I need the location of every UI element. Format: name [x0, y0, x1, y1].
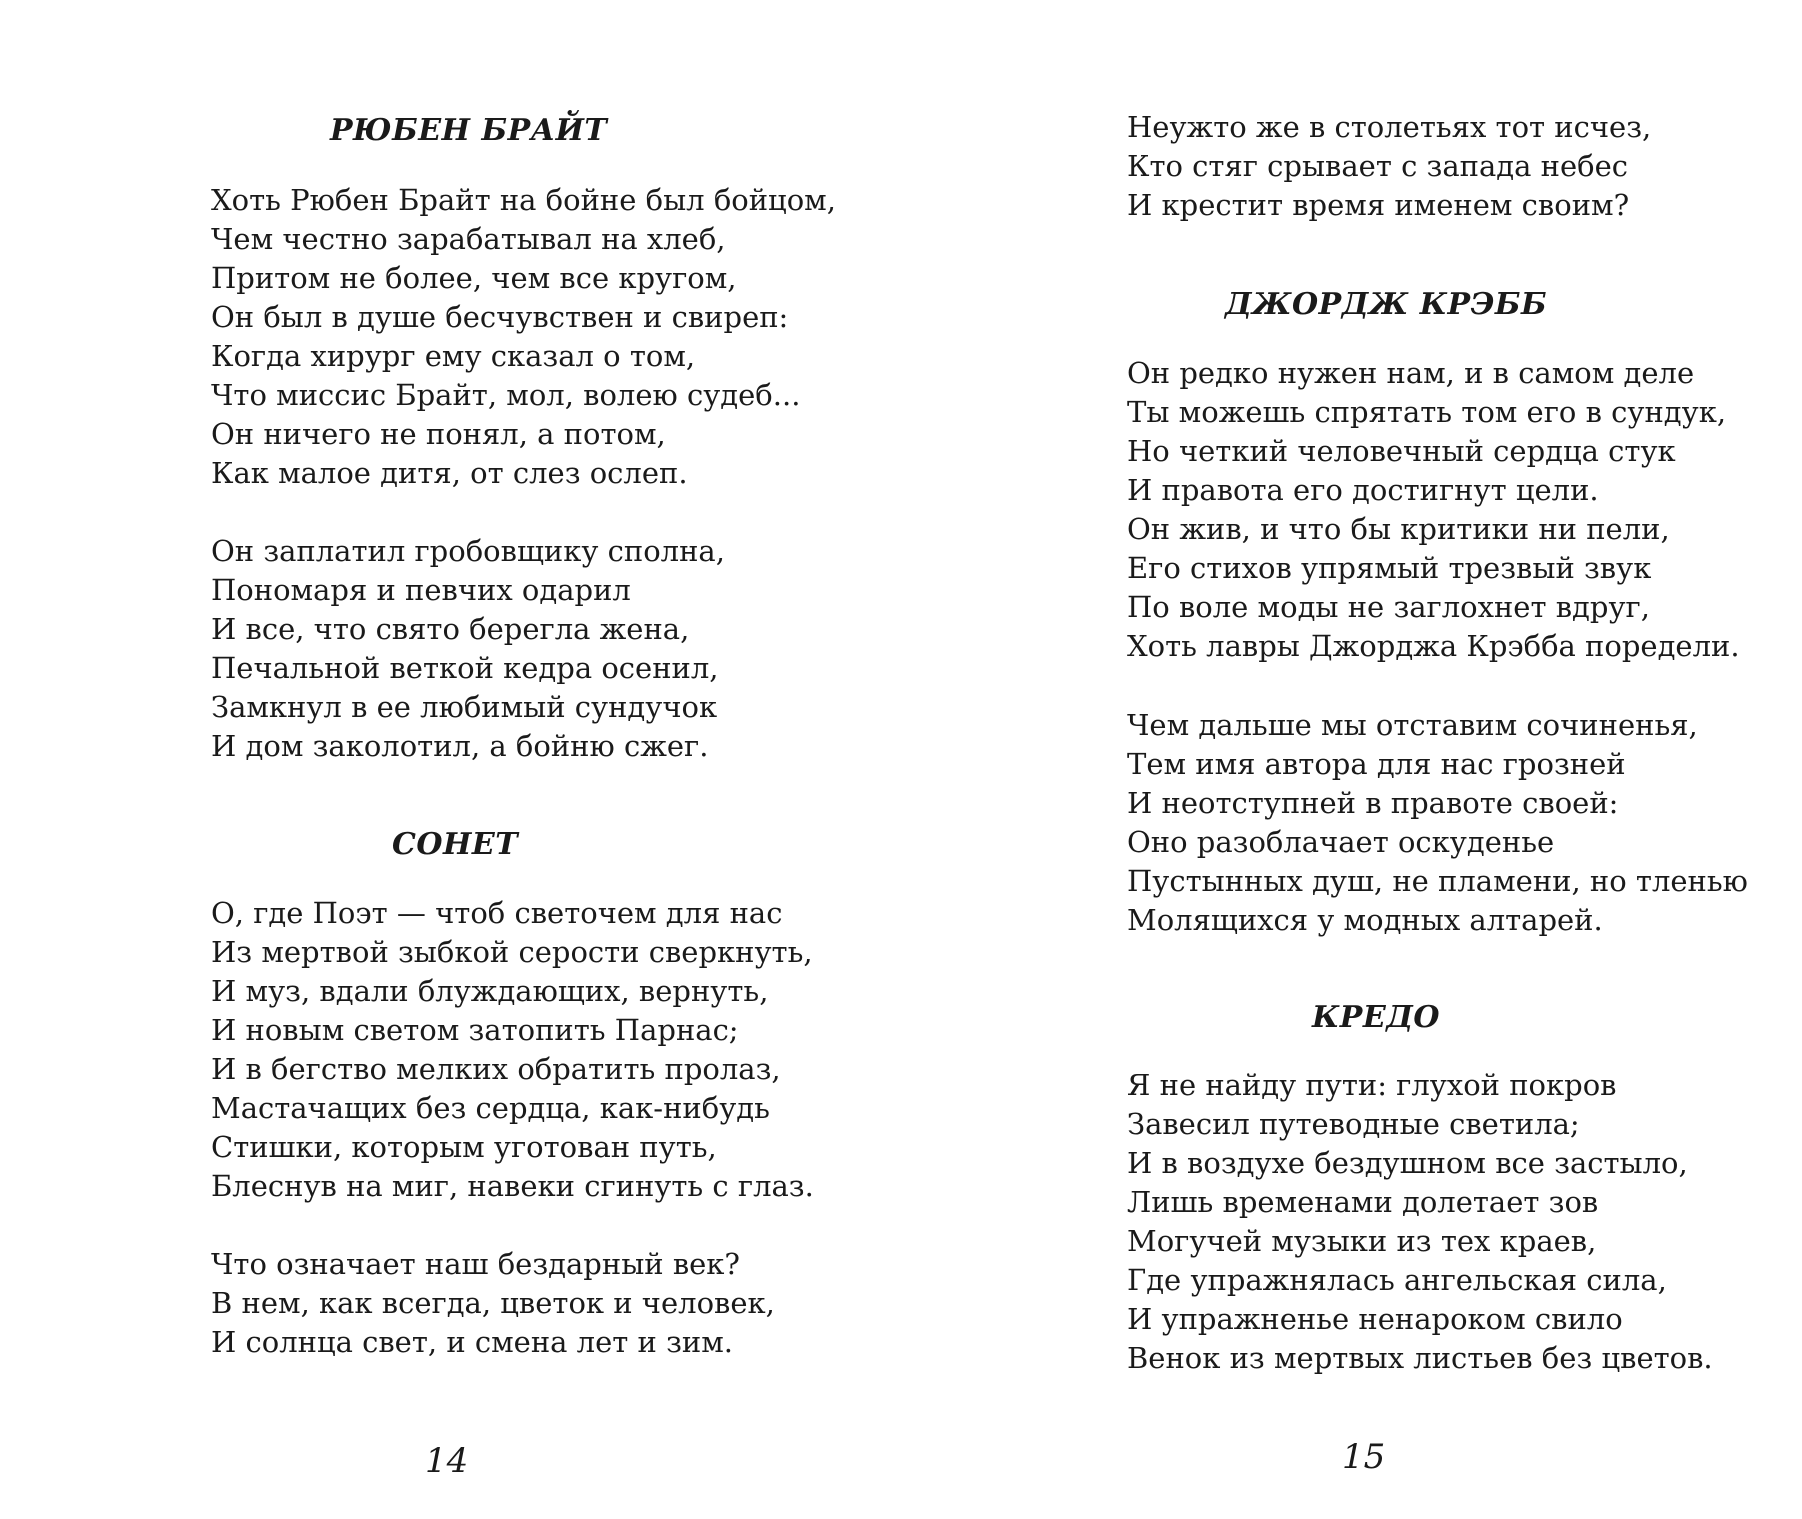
verse-line: Блеснув на миг, навеки сгинуть с глаз. [211, 1169, 814, 1203]
verse-line: Могучей музыки из тех краев, [1127, 1224, 1597, 1258]
verse-line: И солнца свет, и смена лет и зим. [211, 1325, 733, 1359]
verse-line: Как малое дитя, от слез ослеп. [211, 456, 688, 490]
verse-line: И крестит время именем своим? [1127, 188, 1630, 222]
verse-line: И неотступней в правоте своей: [1127, 786, 1619, 820]
verse-line: Хоть Рюбен Брайт на бойне был бойцом, [211, 183, 836, 217]
verse-line: Он заплатил гробовщику сполна, [211, 534, 725, 568]
verse-line: Он жив, и что бы критики ни пели, [1127, 512, 1670, 546]
verse-line: Он был в душе бесчувствен и свиреп: [211, 300, 789, 334]
verse-line: Притом не более, чем все кругом, [211, 261, 737, 295]
verse-line: Я не найду пути: глухой покров [1127, 1068, 1617, 1102]
poem-stanza [211, 894, 814, 1206]
right-page [900, 0, 1802, 1519]
verse-line: Из мертвой зыбкой серости сверкнуть, [211, 935, 813, 969]
page-number: 14 [425, 1441, 469, 1481]
verse-line: Мастачащих без сердца, как-нибудь [211, 1091, 770, 1125]
poem-title: ДЖОРДЖ КРЭББ [1225, 287, 1548, 322]
verse-line: Но четкий человечный сердца стук [1127, 434, 1676, 468]
poem-stanza [211, 181, 836, 493]
verse-line: И упражненье ненароком свило [1127, 1302, 1623, 1336]
verse-line: Где упражнялась ангельская сила, [1127, 1263, 1667, 1297]
verse-line: Венок из мертвых листьев без цветов. [1127, 1341, 1713, 1375]
verse-line: И дом заколотил, а бойню сжег. [211, 729, 709, 763]
poem-stanza [1127, 1066, 1713, 1378]
verse-line: Что означает наш бездарный век? [211, 1247, 740, 1281]
page-number: 15 [1342, 1437, 1386, 1477]
verse-line: О, где Поэт — чтоб светочем для нас [211, 896, 783, 930]
verse-line: И все, что свято берегла жена, [211, 612, 690, 646]
verse-line: Оно разоблачает оскуденье [1127, 825, 1555, 859]
verse-line: Его стихов упрямый трезвый звук [1127, 551, 1652, 585]
poem-title: РЮБЕН БРАЙТ [330, 113, 608, 148]
verse-line: Пустынных душ, не пламени, но тленью [1127, 864, 1748, 898]
poem-stanza [211, 532, 725, 766]
verse-line: Замкнул в ее любимый сундучок [211, 690, 718, 724]
verse-line: Тем имя автора для нас грозней [1127, 747, 1626, 781]
poem-stanza [1127, 354, 1740, 666]
verse-line: И муз, вдали блуждающих, вернуть, [211, 974, 769, 1008]
verse-line: Чем честно зарабатывал на хлеб, [211, 222, 726, 256]
verse-line: Неужто же в столетьях тот исчез, [1127, 110, 1652, 144]
verse-line: И в воздухе бездушном все застыло, [1127, 1146, 1688, 1180]
verse-line: Что миссис Брайт, мол, волею судеб... [211, 378, 801, 412]
verse-line: Пономаря и певчих одарил [211, 573, 631, 607]
poem-stanza-continuation [1127, 108, 1651, 225]
verse-line: В нем, как всегда, цветок и человек, [211, 1286, 775, 1320]
verse-line: Завесил путеводные светила; [1127, 1107, 1580, 1141]
verse-line: И в бегство мелких обратить пролаз, [211, 1052, 781, 1086]
left-page [0, 0, 900, 1519]
verse-line: Он редко нужен нам, и в самом деле [1127, 356, 1695, 390]
verse-line: Печальной веткой кедра осенил, [211, 651, 719, 685]
poem-stanza [1127, 706, 1748, 940]
verse-line: Лишь временами долетает зов [1127, 1185, 1599, 1219]
poem-stanza [211, 1245, 775, 1362]
verse-line: Он ничего не понял, а потом, [211, 417, 666, 451]
poem-title: СОНЕТ [392, 827, 519, 862]
verse-line: Ты можешь спрятать том его в сундук, [1127, 395, 1727, 429]
verse-line: И правота его достигнут цели. [1127, 473, 1599, 507]
verse-line: Кто стяг срывает с запада небес [1127, 149, 1628, 183]
verse-line: По воле моды не заглохнет вдруг, [1127, 590, 1650, 624]
verse-line: Молящихся у модных алтарей. [1127, 903, 1603, 937]
verse-line: Стишки, которым уготован путь, [211, 1130, 717, 1164]
verse-line: Когда хирург ему сказал о том, [211, 339, 696, 373]
verse-line: И новым светом затопить Парнас; [211, 1013, 739, 1047]
verse-line: Хоть лавры Джорджа Крэбба поредели. [1127, 629, 1740, 663]
verse-line: Чем дальше мы отставим сочиненья, [1127, 708, 1698, 742]
poem-title: КРЕДО [1312, 1000, 1441, 1035]
